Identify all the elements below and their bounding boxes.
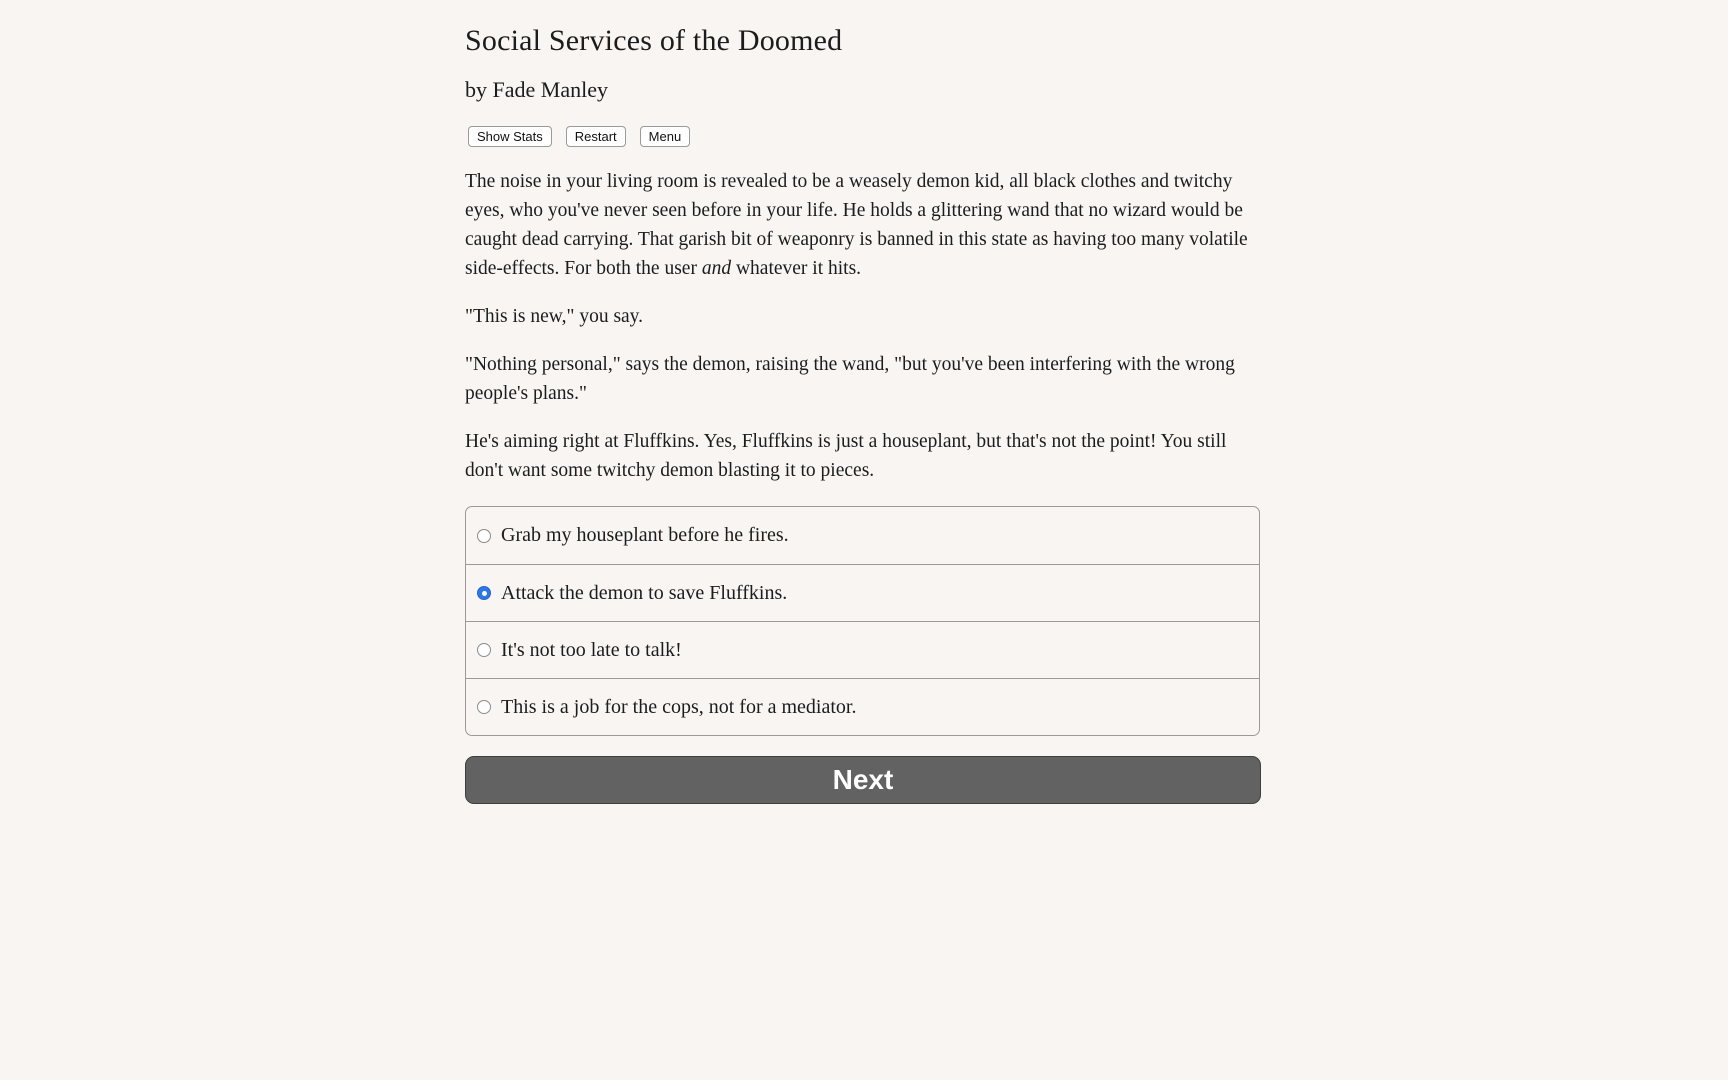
choice-option[interactable] — [466, 678, 1259, 735]
choice-label[interactable]: It's not too late to talk! — [501, 638, 682, 661]
story-text-segment: The noise in your living room is revealed to be a weasely demon kid, all black clothes and twitchy eyes, who you've never seen before in your life. He holds a glittering wand that no wizard would be caught dead carrying. That garish bit of weaponry is banned in this state as having too many volatile side-effects. For both the user — [465, 171, 1248, 279]
radio-button[interactable] — [477, 700, 491, 714]
story-paragraph: "This is new," you say. — [465, 306, 644, 327]
choice-list — [465, 506, 1260, 736]
choice-option[interactable] — [466, 507, 1259, 564]
choice-label[interactable]: Attack the demon to save Fluffkins. — [501, 581, 788, 604]
toolbar — [468, 126, 690, 147]
restart-button[interactable]: Restart — [566, 126, 626, 147]
radio-button[interactable] — [477, 529, 491, 543]
show-stats-button[interactable]: Show Stats — [468, 126, 552, 147]
story-text-segment: whatever it hits. — [731, 258, 862, 279]
radio-button[interactable] — [477, 586, 491, 600]
choice-label[interactable]: This is a job for the cops, not for a mediator. — [501, 695, 857, 718]
story-paragraph — [465, 167, 1262, 283]
menu-button[interactable]: Menu — [640, 126, 691, 147]
story-paragraph: "Nothing personal," says the demon, raising the wand, "but you've been interfering with the wrong people's plans." — [465, 354, 1235, 404]
radio-button[interactable] — [477, 643, 491, 657]
author-byline: by Fade Manley — [465, 77, 608, 102]
choice-label[interactable]: Grab my houseplant before he fires. — [501, 524, 789, 546]
story-paragraph: He's aiming right at Fluffkins. Yes, Fluffkins is just a houseplant, but that's not the point! You still don't want some twitchy demon blasting it to pieces. — [465, 431, 1227, 481]
choice-option[interactable] — [466, 564, 1259, 621]
game-title: Social Services of the Doomed — [465, 24, 843, 57]
story-text — [465, 167, 1262, 504]
next-button[interactable]: Next — [465, 756, 1261, 804]
story-emphasis: and — [701, 258, 732, 279]
choice-option[interactable] — [466, 621, 1259, 678]
